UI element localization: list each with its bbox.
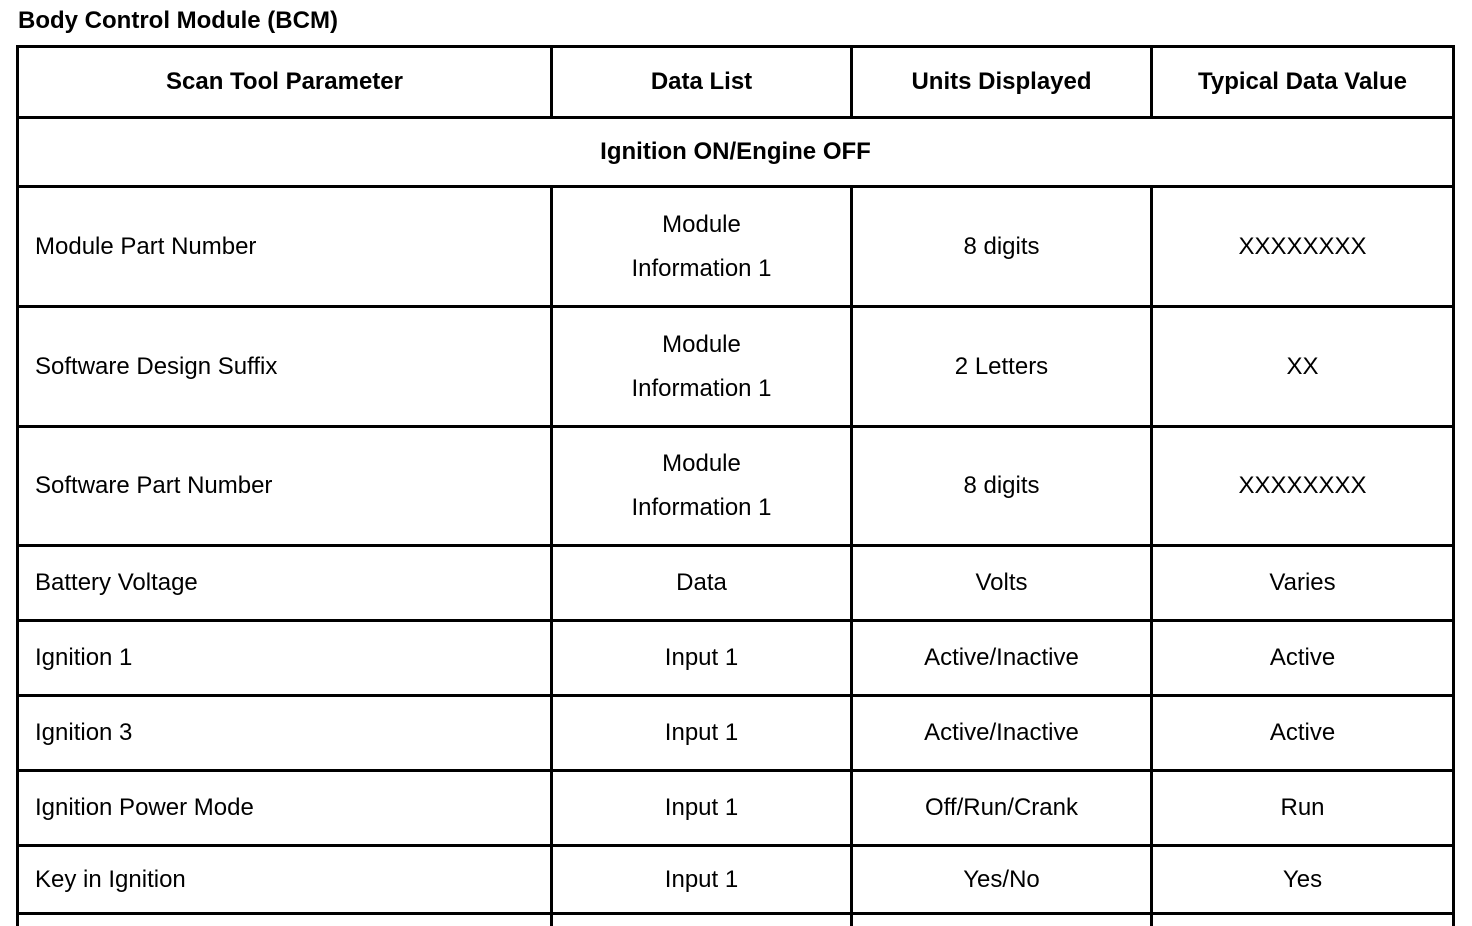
cell-data-list — [552, 187, 852, 307]
cell-typical-data-value: XX — [1152, 307, 1454, 427]
data-list-line: Information 1 — [631, 374, 772, 402]
table-row — [18, 846, 1454, 914]
table-row — [18, 771, 1454, 846]
cell-units-displayed: Active/Inactive — [852, 696, 1152, 771]
cell-data-list — [552, 621, 852, 696]
cell-scan-tool-parameter: Battery Voltage — [18, 546, 552, 621]
data-list-line: Module — [662, 210, 741, 238]
header-data-list: Data List — [552, 47, 852, 118]
data-list-line: Input 1 — [664, 644, 739, 671]
cell-units-displayed: Off/Run/Crank — [852, 771, 1152, 846]
table-row — [18, 427, 1454, 546]
cell-data-list — [552, 846, 852, 914]
cell-typical-data-value: Varies — [1152, 546, 1454, 621]
cell-data-list — [552, 771, 852, 846]
header-scan-tool-parameter: Scan Tool Parameter — [18, 47, 552, 118]
cell-data-list — [552, 427, 852, 546]
cell-scan-tool-parameter: Module Part Number — [18, 187, 552, 307]
table-row — [18, 307, 1454, 427]
table-row — [18, 621, 1454, 696]
cell-typical-data-value: XXXXXXXX — [1152, 187, 1454, 307]
page-title: Body Control Module (BCM) — [18, 7, 338, 34]
data-list-line: Input 1 — [664, 719, 739, 746]
cell-scan-tool-parameter: Ignition 1 — [18, 621, 552, 696]
cell-typical-data-value: Active — [1152, 621, 1454, 696]
table-row — [18, 187, 1454, 307]
section-row — [18, 118, 1454, 187]
cell-typical-data-value: Active — [1152, 696, 1454, 771]
cell-typical-data-value: Yes — [1152, 846, 1454, 914]
cell-data-list — [552, 307, 852, 427]
section-label: Ignition ON/Engine OFF — [18, 118, 1454, 187]
cell-scan-tool-parameter: Ignition 3 — [18, 696, 552, 771]
table-row — [18, 546, 1454, 621]
cell-data-list — [552, 696, 852, 771]
data-list-line: Input 1 — [664, 794, 739, 821]
data-list-line: Data — [676, 569, 727, 596]
cell-scan-tool-parameter: Key in Ignition — [18, 846, 552, 914]
header-typical-data-value: Typical Data Value — [1152, 47, 1454, 118]
cell-units-displayed: 8 digits — [852, 187, 1152, 307]
data-list-line: Information 1 — [631, 494, 772, 521]
header-units-displayed: Units Displayed — [852, 47, 1152, 118]
cell-units-displayed: Yes/No — [852, 846, 1152, 914]
data-list-line: Module — [662, 330, 741, 358]
cell-typical-data-value: Run — [1152, 771, 1454, 846]
data-list-line: Information 1 — [631, 254, 772, 282]
cell-scan-tool-parameter: Software Design Suffix — [18, 307, 552, 427]
cell-scan-tool-parameter: Software Part Number — [18, 427, 552, 546]
cell-typical-data-value: XXXXXXXX — [1152, 427, 1454, 546]
table-header-row — [18, 47, 1454, 118]
data-list-line: Module — [662, 450, 741, 477]
cell-data-list — [552, 546, 852, 621]
cell-units-displayed: 2 Letters — [852, 307, 1152, 427]
scan-tool-data-table — [16, 45, 1455, 926]
data-list-line: Input 1 — [664, 865, 739, 893]
cell-units-displayed: 8 digits — [852, 427, 1152, 546]
table-row — [18, 696, 1454, 771]
cell-scan-tool-parameter: Ignition Power Mode — [18, 771, 552, 846]
cell-units-displayed: Active/Inactive — [852, 621, 1152, 696]
cell-units-displayed: Volts — [852, 546, 1152, 621]
